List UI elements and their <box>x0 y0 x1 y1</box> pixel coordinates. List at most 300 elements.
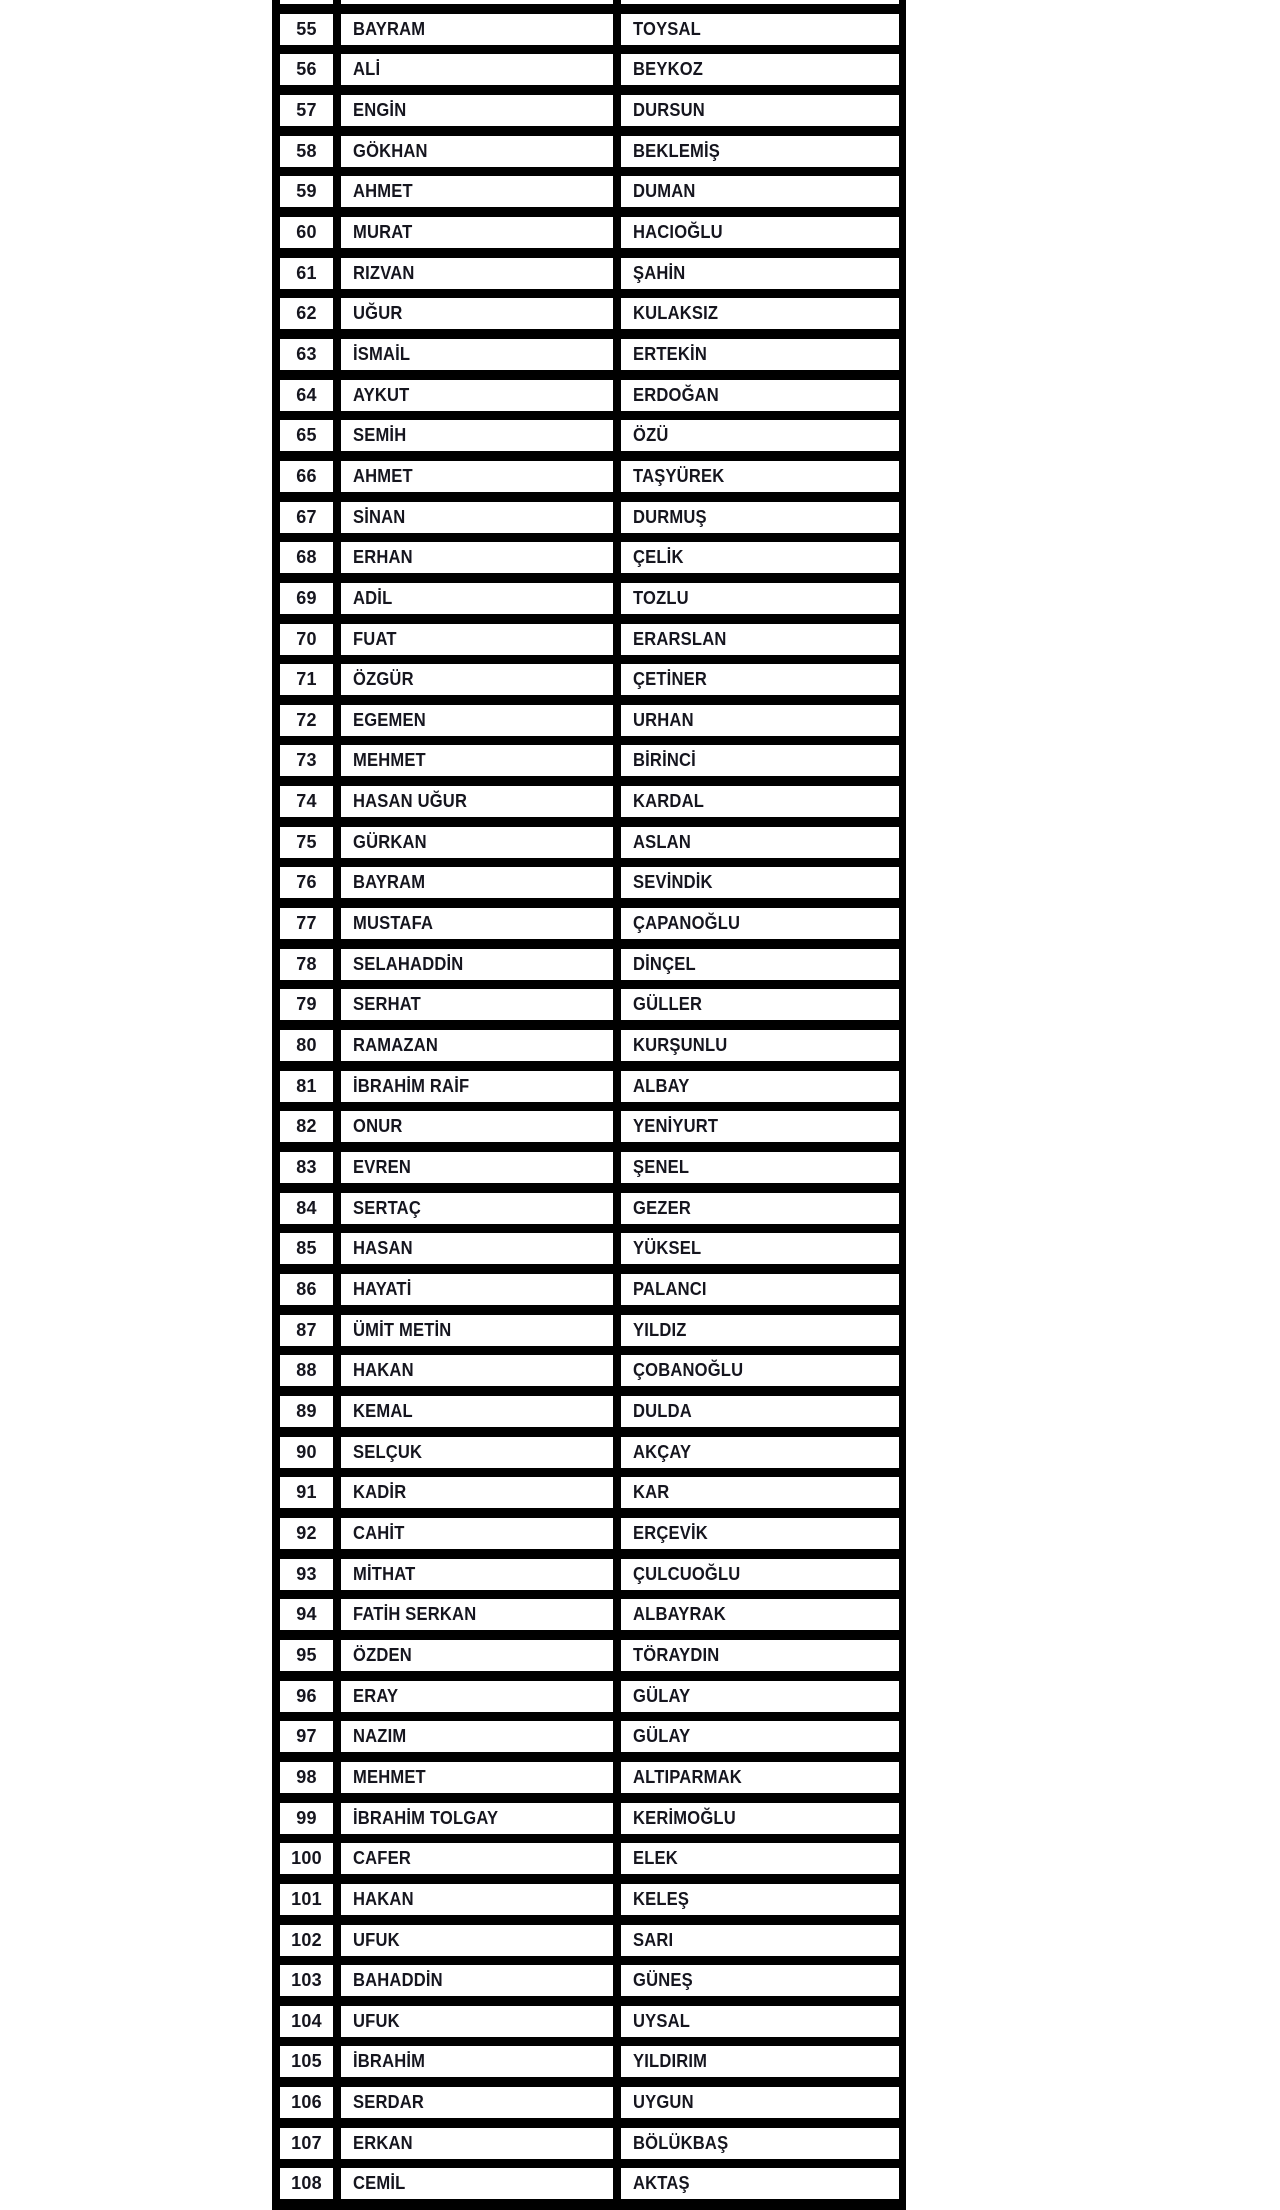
first-name-cell <box>341 989 613 1020</box>
first-name: FATİH SERKAN <box>353 1604 477 1625</box>
row-number-cell <box>280 1640 333 1671</box>
row-number: 57 <box>296 99 317 120</box>
last-name-cell <box>621 136 899 167</box>
last-name: ERÇEVİK <box>633 1522 708 1543</box>
row-number-cell <box>280 2168 333 2199</box>
first-name: ERKAN <box>353 2132 413 2153</box>
last-name: UYSAL <box>633 2010 691 2031</box>
last-name: ÇOBANOĞLU <box>633 1360 744 1381</box>
last-name: TOYSAL <box>633 18 701 39</box>
last-name-cell <box>621 1599 899 1630</box>
first-name-cell <box>341 95 613 126</box>
first-name: SEMİH <box>353 425 407 446</box>
last-name-cell <box>621 1518 899 1549</box>
row-number-cell <box>280 786 333 817</box>
first-name-cell <box>341 908 613 939</box>
table-row <box>280 420 899 451</box>
first-name: MEHMET <box>353 1766 426 1787</box>
last-name-cell <box>621 380 899 411</box>
row-number-cell <box>280 1884 333 1915</box>
first-name: NAZIM <box>353 1726 407 1747</box>
first-name-cell <box>341 2087 613 2118</box>
row-number: 58 <box>296 140 317 161</box>
row-number-cell <box>280 1071 333 1102</box>
first-name: SİNAN <box>353 506 406 527</box>
last-name-cell <box>621 1355 899 1386</box>
first-name-cell <box>341 54 613 85</box>
last-name-cell <box>621 2006 899 2037</box>
row-number-cell <box>280 1315 333 1346</box>
row-number-cell <box>280 1355 333 1386</box>
last-name: ALBAYRAK <box>633 1604 726 1625</box>
first-name: FUAT <box>353 628 397 649</box>
last-name: ÇULCUOĞLU <box>633 1563 741 1584</box>
row-number-cell <box>280 1965 333 1996</box>
first-name-cell <box>341 339 613 370</box>
last-name-cell <box>621 542 899 573</box>
row-number: 56 <box>296 59 317 80</box>
first-name: UFUK <box>353 1929 400 1950</box>
table-row <box>280 786 899 817</box>
first-name-cell <box>341 1477 613 1508</box>
row-number-cell <box>280 1681 333 1712</box>
row-number: 74 <box>296 791 317 812</box>
first-name-cell <box>341 583 613 614</box>
row-number: 79 <box>296 994 317 1015</box>
first-name-cell <box>341 1030 613 1061</box>
row-number: 99 <box>296 1807 317 1828</box>
first-name: SELAHADDİN <box>353 953 464 974</box>
table-row <box>280 908 899 939</box>
row-number: 97 <box>296 1726 317 1747</box>
last-name: KURŞUNLU <box>633 1035 728 1056</box>
row-number: 85 <box>296 1238 317 1259</box>
last-name: YILDIRIM <box>633 2051 708 2072</box>
table-row <box>280 1111 899 1142</box>
row-number: 70 <box>296 628 317 649</box>
first-name-cell <box>341 217 613 248</box>
last-name-cell <box>621 2087 899 2118</box>
row-number: 69 <box>296 587 317 608</box>
row-number: 84 <box>296 1197 317 1218</box>
row-number-cell <box>280 908 333 939</box>
last-name: ÖZÜ <box>633 425 669 446</box>
row-number-cell <box>280 745 333 776</box>
last-name-cell <box>621 1030 899 1061</box>
last-name: ERTEKİN <box>633 343 707 364</box>
first-name: UĞUR <box>353 303 403 324</box>
row-number: 63 <box>296 343 317 364</box>
first-name: SELÇUK <box>353 1441 423 1462</box>
table-row <box>280 1843 899 1874</box>
row-number: 91 <box>296 1482 317 1503</box>
row-number: 81 <box>296 1075 317 1096</box>
last-name-cell <box>621 1437 899 1468</box>
table-row <box>280 827 899 858</box>
row-number-cell <box>280 298 333 329</box>
last-name-cell <box>621 95 899 126</box>
last-name: UYGUN <box>633 2092 694 2113</box>
first-name: EGEMEN <box>353 709 426 730</box>
first-name-cell <box>341 624 613 655</box>
first-name-cell <box>341 1965 613 1996</box>
last-name-cell <box>621 217 899 248</box>
row-number: 108 <box>291 2173 322 2194</box>
row-number-cell <box>280 827 333 858</box>
row-number: 87 <box>296 1319 317 1340</box>
first-name: ENGİN <box>353 99 407 120</box>
table-row <box>280 745 899 776</box>
table-row <box>280 258 899 289</box>
row-number-cell <box>280 1437 333 1468</box>
table-row <box>280 14 899 45</box>
row-number-cell <box>280 2046 333 2077</box>
table-row <box>280 1965 899 1996</box>
table-row <box>280 664 899 695</box>
first-name-cell <box>341 1599 613 1630</box>
row-number: 65 <box>296 425 317 446</box>
row-number-cell <box>280 1233 333 1264</box>
first-name: CAFER <box>353 1848 411 1869</box>
last-name: TAŞYÜREK <box>633 465 725 486</box>
last-name-cell <box>621 502 899 533</box>
row-number-cell <box>280 1274 333 1305</box>
last-name: GÜLLER <box>633 994 703 1015</box>
table-row <box>280 949 899 980</box>
row-number: 102 <box>291 1929 322 1950</box>
table-row <box>280 54 899 85</box>
row-number: 107 <box>291 2132 322 2153</box>
last-name-cell <box>621 867 899 898</box>
first-name-cell <box>341 1274 613 1305</box>
last-name-cell <box>621 908 899 939</box>
row-number-cell <box>280 1111 333 1142</box>
row-number-cell <box>280 1559 333 1590</box>
last-name-cell <box>621 461 899 492</box>
row-number: 83 <box>296 1157 317 1178</box>
row-number-cell <box>280 95 333 126</box>
row-number-cell <box>280 1030 333 1061</box>
first-name: HAKAN <box>353 1888 414 1909</box>
row-number: 78 <box>296 953 317 974</box>
table-row <box>280 339 899 370</box>
table-row <box>280 1071 899 1102</box>
first-name-cell <box>341 420 613 451</box>
table-row <box>280 461 899 492</box>
last-name-cell <box>621 1274 899 1305</box>
last-name: YILDIZ <box>633 1319 687 1340</box>
table-row <box>280 1762 899 1793</box>
first-name: MEHMET <box>353 750 426 771</box>
table-row <box>280 136 899 167</box>
first-name-cell <box>341 1721 613 1752</box>
row-number: 75 <box>296 831 317 852</box>
first-name: AHMET <box>353 465 413 486</box>
first-name: İBRAHİM <box>353 2051 426 2072</box>
table-row <box>280 1681 899 1712</box>
last-name: SEVİNDİK <box>633 872 713 893</box>
table-row <box>280 2046 899 2077</box>
table-row <box>280 502 899 533</box>
first-name-cell <box>341 176 613 207</box>
first-name-cell <box>341 664 613 695</box>
table-row <box>280 1884 899 1915</box>
last-name-cell <box>621 2046 899 2077</box>
row-number: 103 <box>291 1970 322 1991</box>
first-name: UFUK <box>353 2010 400 2031</box>
row-number-cell <box>280 461 333 492</box>
table-row <box>280 2128 899 2159</box>
first-name: ÜMİT METİN <box>353 1319 452 1340</box>
table-row <box>280 1193 899 1224</box>
first-name-cell <box>341 1843 613 1874</box>
last-name: BEYKOZ <box>633 59 704 80</box>
row-number-cell <box>280 14 333 45</box>
first-name-cell <box>341 1233 613 1264</box>
row-number: 104 <box>291 2010 322 2031</box>
row-number-cell <box>280 502 333 533</box>
last-name-cell <box>621 176 899 207</box>
first-name-cell <box>341 136 613 167</box>
first-name-cell <box>341 1396 613 1427</box>
last-name-cell <box>621 1925 899 1956</box>
row-number-cell <box>280 1396 333 1427</box>
last-name: ŞENEL <box>633 1157 690 1178</box>
row-number-cell <box>280 217 333 248</box>
first-name: HAYATİ <box>353 1279 412 1299</box>
row-number-cell <box>280 136 333 167</box>
first-name: GÜRKAN <box>353 831 427 852</box>
table-row <box>280 1030 899 1061</box>
row-number-cell <box>280 2087 333 2118</box>
first-name-cell <box>341 542 613 573</box>
first-name-cell <box>341 1355 613 1386</box>
last-name-cell <box>621 1315 899 1346</box>
row-number-cell <box>280 1925 333 1956</box>
row-number-cell <box>280 949 333 980</box>
row-number: 90 <box>296 1441 317 1462</box>
row-number-cell <box>280 989 333 1020</box>
last-name: YÜKSEL <box>633 1238 702 1259</box>
first-name-cell <box>341 14 613 45</box>
last-name: ELEK <box>633 1848 678 1869</box>
row-number: 72 <box>296 709 317 730</box>
row-number-cell <box>280 2006 333 2037</box>
last-name-cell <box>621 339 899 370</box>
first-name: ONUR <box>353 1116 403 1137</box>
row-number: 93 <box>296 1563 317 1584</box>
first-name-cell <box>341 2006 613 2037</box>
first-name: MUSTAFA <box>353 913 434 934</box>
last-name: AKÇAY <box>633 1441 692 1462</box>
partial-row-number-cell <box>280 0 333 4</box>
row-number-cell <box>280 1518 333 1549</box>
last-name: TÖRAYDIN <box>633 1644 720 1665</box>
last-name: HACIOĞLU <box>633 221 723 242</box>
first-name: ÖZGÜR <box>353 669 414 690</box>
last-name-cell <box>621 1965 899 1996</box>
table-row <box>280 867 899 898</box>
last-name-cell <box>621 1843 899 1874</box>
table-row <box>280 380 899 411</box>
row-number: 59 <box>296 181 317 202</box>
first-name: RAMAZAN <box>353 1035 438 1056</box>
row-number: 77 <box>296 913 317 934</box>
first-name-cell <box>341 258 613 289</box>
first-name: MİTHAT <box>353 1563 416 1584</box>
first-name: HAKAN <box>353 1360 414 1381</box>
first-name: ALİ <box>353 59 381 80</box>
last-name-cell <box>621 664 899 695</box>
last-name-cell <box>621 2128 899 2159</box>
last-name-cell <box>621 1640 899 1671</box>
last-name-cell <box>621 624 899 655</box>
first-name-cell <box>341 380 613 411</box>
last-name-cell <box>621 54 899 85</box>
first-name: ERAY <box>353 1685 399 1706</box>
row-number-cell <box>280 867 333 898</box>
table-row <box>280 1315 899 1346</box>
last-name-cell <box>621 989 899 1020</box>
table-row <box>280 1803 899 1834</box>
row-number: 95 <box>296 1644 317 1665</box>
first-name: KADİR <box>353 1482 407 1503</box>
row-number: 94 <box>296 1604 317 1625</box>
row-number-cell <box>280 705 333 736</box>
row-number: 76 <box>296 872 317 893</box>
table-row <box>280 1599 899 1630</box>
first-name-cell <box>341 1762 613 1793</box>
first-name: ÖZDEN <box>353 1644 412 1665</box>
first-name: SERHAT <box>353 994 421 1015</box>
last-name: KELEŞ <box>633 1888 690 1909</box>
last-name: ŞAHİN <box>633 262 686 283</box>
first-name: KEMAL <box>353 1400 413 1421</box>
last-name: AKTAŞ <box>633 2173 690 2194</box>
first-name: BAHADDİN <box>353 1970 443 1991</box>
row-number: 73 <box>296 750 317 771</box>
row-number: 106 <box>291 2092 322 2113</box>
last-name-cell <box>621 1477 899 1508</box>
last-name: ALBAY <box>633 1075 690 1096</box>
last-name-cell <box>621 786 899 817</box>
table-row <box>280 217 899 248</box>
row-number-cell <box>280 1152 333 1183</box>
last-name-cell <box>621 298 899 329</box>
first-name-cell <box>341 1152 613 1183</box>
last-name: GÜNEŞ <box>633 1970 693 1991</box>
row-number-cell <box>280 624 333 655</box>
row-number: 68 <box>296 547 317 568</box>
last-name-cell <box>621 1884 899 1915</box>
table-row <box>280 1274 899 1305</box>
partial-row-lastname-cell <box>621 0 899 4</box>
row-number: 62 <box>296 303 317 324</box>
row-number-cell <box>280 258 333 289</box>
row-number: 89 <box>296 1400 317 1421</box>
last-name: ÇELİK <box>633 547 684 568</box>
first-name: CEMİL <box>353 2173 406 2194</box>
table-row <box>280 1640 899 1671</box>
last-name-cell <box>621 1233 899 1264</box>
last-name-cell <box>621 705 899 736</box>
last-name: KARDAL <box>633 791 705 812</box>
last-name-cell <box>621 1681 899 1712</box>
row-number: 82 <box>296 1116 317 1137</box>
row-number: 105 <box>291 2051 322 2072</box>
last-name: ASLAN <box>633 831 691 852</box>
first-name-cell <box>341 298 613 329</box>
last-name-cell <box>621 827 899 858</box>
last-name: KERİMOĞLU <box>633 1807 736 1828</box>
first-name-cell <box>341 1315 613 1346</box>
first-name-cell <box>341 827 613 858</box>
first-name: ADİL <box>353 587 393 608</box>
last-name-cell <box>621 14 899 45</box>
first-name: RIZVAN <box>353 262 415 283</box>
row-number-cell <box>280 2128 333 2159</box>
last-name-cell <box>621 949 899 980</box>
first-name-cell <box>341 867 613 898</box>
first-name-cell <box>341 461 613 492</box>
first-name-cell <box>341 2128 613 2159</box>
row-number-cell <box>280 1843 333 1874</box>
last-name-cell <box>621 2168 899 2199</box>
last-name: GEZER <box>633 1197 691 1218</box>
first-name-cell <box>341 1071 613 1102</box>
last-name: BİRİNCİ <box>633 750 696 771</box>
last-name-cell <box>621 420 899 451</box>
row-number-cell <box>280 1599 333 1630</box>
table-row <box>280 2006 899 2037</box>
first-name-cell <box>341 1884 613 1915</box>
table-row <box>280 624 899 655</box>
last-name: DUMAN <box>633 181 696 202</box>
table-row <box>280 2087 899 2118</box>
first-name: İBRAHİM TOLGAY <box>353 1807 499 1828</box>
first-name: BAYRAM <box>353 18 426 39</box>
first-name: HASAN UĞUR <box>353 791 468 812</box>
last-name-cell <box>621 1559 899 1590</box>
table-row <box>280 1152 899 1183</box>
last-name: DURMUŞ <box>633 506 707 527</box>
first-name-cell <box>341 949 613 980</box>
table-row <box>280 1559 899 1590</box>
row-number-cell <box>280 1762 333 1793</box>
last-name-cell <box>621 745 899 776</box>
row-number-cell <box>280 1803 333 1834</box>
first-name-cell <box>341 2168 613 2199</box>
first-name: GÖKHAN <box>353 140 428 161</box>
row-number: 61 <box>296 262 317 283</box>
last-name: GÜLAY <box>633 1726 691 1747</box>
row-number-cell <box>280 420 333 451</box>
last-name-cell <box>621 1762 899 1793</box>
table-row <box>280 1437 899 1468</box>
table-row <box>280 2168 899 2199</box>
first-name: AHMET <box>353 181 413 202</box>
last-name-cell <box>621 258 899 289</box>
last-name: TOZLU <box>633 587 689 608</box>
row-number-cell <box>280 1193 333 1224</box>
last-name: DİNÇEL <box>633 953 696 974</box>
row-number: 64 <box>296 384 317 405</box>
row-number: 98 <box>296 1766 317 1787</box>
row-number: 71 <box>296 669 317 690</box>
row-number-cell <box>280 176 333 207</box>
table-row <box>280 1925 899 1956</box>
row-number: 55 <box>296 18 317 39</box>
